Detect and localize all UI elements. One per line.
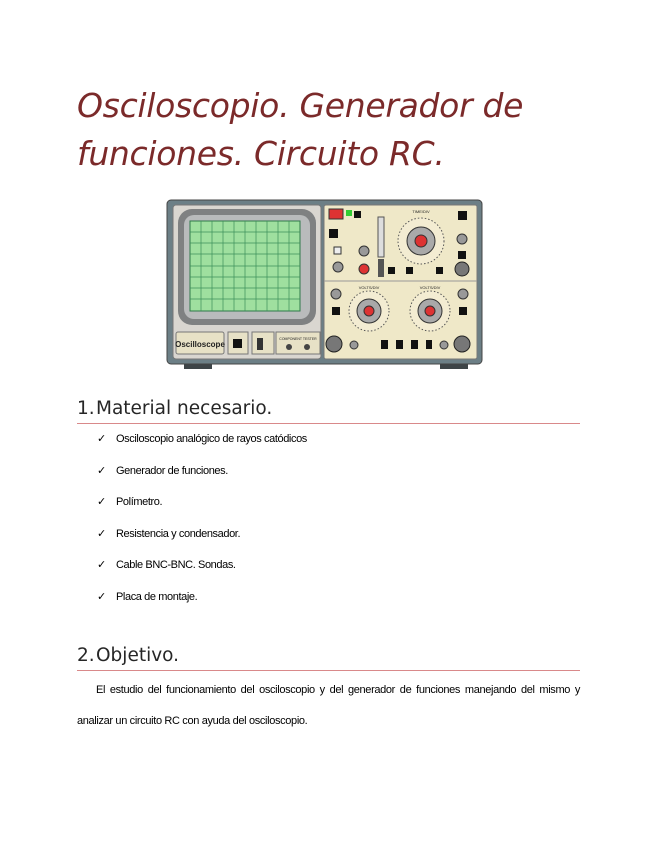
- list-item: [97, 527, 307, 559]
- checkmark-icon: ✓: [97, 558, 106, 571]
- list-item-text: Cable BNC-BNC. Sondas.: [116, 559, 236, 571]
- checkmark-icon: ✓: [97, 432, 106, 445]
- volts-div-label-ch2: VOLTS/DIV: [419, 285, 441, 290]
- objective-paragraph: El estudio del funcionamiento del osciloscopio y del generador de funciones manejando del mismo y analizar un circuito RC con ayuda del osciloscopio.: [77, 684, 580, 727]
- checkmark-icon: ✓: [97, 463, 106, 477]
- brand-label: Oscilloscope: [175, 340, 225, 349]
- section-heading-objetivo: [77, 645, 580, 671]
- checkmark-icon: ✓: [97, 495, 106, 508]
- section-number: 2.: [77, 645, 95, 666]
- list-item-text: Polímetro.: [116, 496, 163, 508]
- list-item-text: Placa de montaje.: [116, 590, 198, 603]
- list-item: [97, 590, 307, 622]
- materials-list: [97, 432, 307, 621]
- document-title: Osciloscopio. Generador de funciones. Circuito RC.: [77, 86, 524, 173]
- section-number: 1.: [77, 398, 95, 419]
- volts-div-label-ch1: VOLTS/DIV: [358, 285, 380, 290]
- list-item: [97, 495, 307, 527]
- oscilloscope-illustration: [166, 199, 483, 371]
- checkmark-icon: ✓: [97, 526, 106, 540]
- list-item-text: Resistencia y condensador.: [116, 527, 241, 540]
- list-item-text: Osciloscopio analógico de rayos catódicos: [116, 433, 307, 445]
- section-title: Material necesario.: [96, 398, 273, 419]
- checkmark-icon: ✓: [97, 589, 106, 603]
- section-heading-material: [77, 398, 580, 424]
- section-title: Objetivo.: [96, 645, 180, 666]
- list-item: [97, 432, 307, 464]
- component-tester-label: COMPONENT TESTER: [279, 337, 317, 341]
- list-item: [97, 464, 307, 496]
- list-item-text: Generador de funciones.: [116, 464, 228, 477]
- list-item: [97, 558, 307, 590]
- time-div-label: TIME/DIV: [412, 209, 430, 214]
